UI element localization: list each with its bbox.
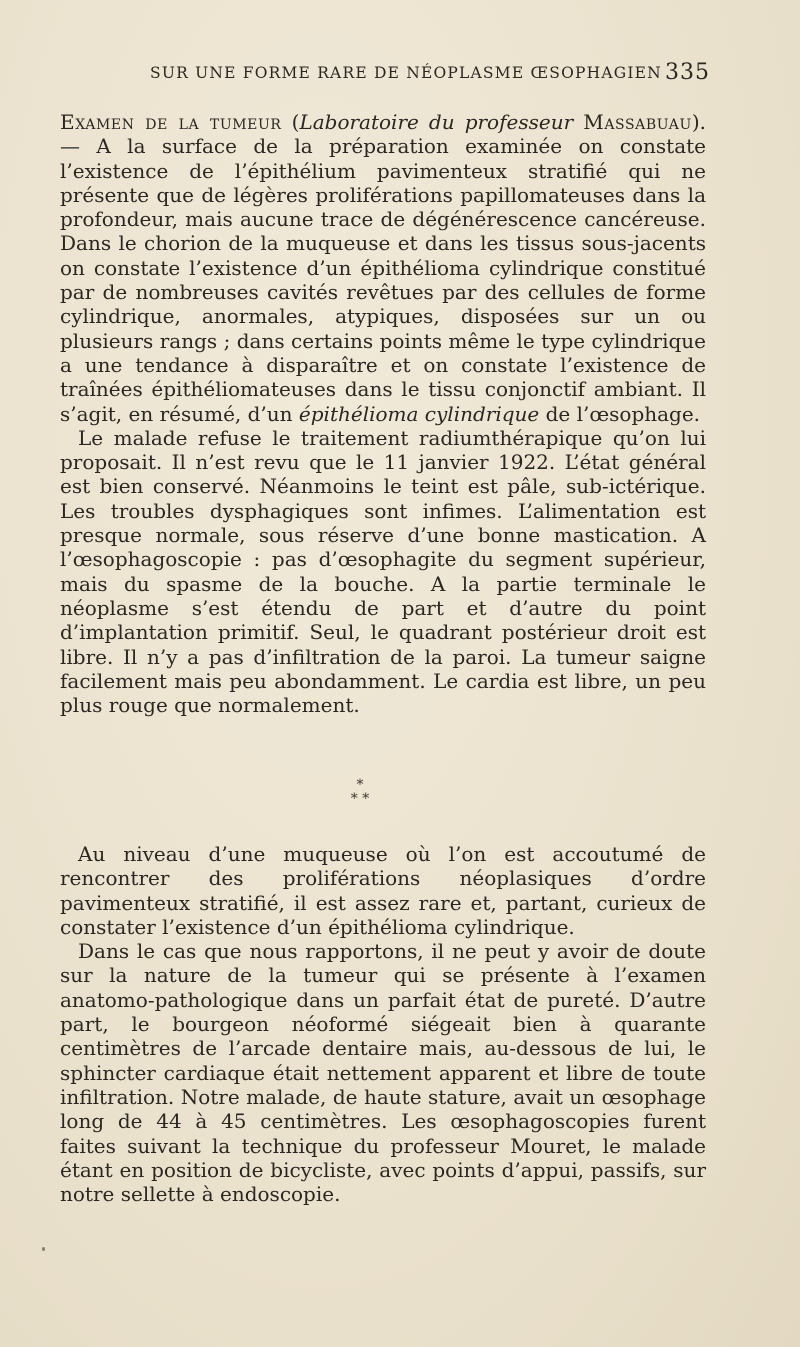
discussion-section [60, 842, 706, 1206]
examination-paragraph [60, 110, 706, 426]
section-separator [340, 778, 380, 806]
examination-text: — A la surface de la préparation examinée on constate l’existence de l’épithélium pavimenteux stratifié qui ne présente que de légères proliférations papillomateuses dans la profondeur, mais aucune trace de dégénérescence cancéreuse. Dans le chorion de la muqueuse et dans les tissus sous-jacents on constate l’existence d’un épithélioma cylindrique constitué par de nombreuses cavités revêtues par des cellules de forme cylindrique, anormales, atypiques, disposées sur un ou plusieurs rangs ; dans certains points même le type cylindrique a une tendance à disparaître et on constate l’existence de traînées épithéliomateuses dans le tissu conjonctif ambiant. Il s’agit, en résumé, d’un [60, 134, 706, 426]
page-header [150, 60, 710, 90]
asterism-bottom: * * [350, 791, 370, 807]
asterism-top: * [356, 777, 364, 793]
examination-text-end: de l’œsophage. [545, 401, 701, 426]
heading-paren-close: ). [691, 110, 707, 134]
professor-name: Massabuau [583, 110, 692, 134]
diagnosis-term: épithélioma cylindrique [298, 401, 540, 426]
tumor-examination-section [60, 110, 706, 717]
follow-up-paragraph: Le malade refuse le traitement radiumthérapique qu’on lui proposait. Il n’est revu que le 11 janvier 1922. L’état général est bien conservé. Néanmoins le teint est pâle, sub-ictérique. Les troubles dysphagiques sont infimes. L’alimentation est presque normale, sous réserve d’une bonne mastication. A l’œsophagoscopie : pas d’œsophagite du segment supérieur, mais du spasme de la bouche. A la partie terminale le néoplasme s’est étendu de part et d’autre du point d’implantation primitif. Seul, le quadrant postérieur droit est libre. Il n’y a pas d’infiltration de la paroi. La tumeur saigne facilement mais peu abondamment. Le cardia est libre, un peu plus rouge que normalement. [60, 425, 706, 718]
page-number: 335 [665, 60, 710, 85]
discussion-paragraph-1: Au niveau d’une muqueuse où l’on est accoutumé de rencontrer des proliférations néoplasiques d’ordre pavimenteux stratifié, il est assez rare et, partant, curieux de constater l’existence d’un épithélioma cylindrique. [60, 842, 706, 939]
section-heading: Examen de la tumeur [60, 110, 282, 134]
margin-speck [42, 1247, 45, 1251]
heading-paren-open: ( [291, 110, 300, 134]
laboratory-attribution: Laboratoire du professeur [299, 110, 574, 134]
discussion-paragraph-2: Dans le cas que nous rapportons, il ne peut y avoir de doute sur la nature de la tumeur qui se présente à l’examen anatomo-pathologique dans un parfait état de pureté. D’autre part, le bourgeon néoformé siégeait bien à quarante centimètres de l’arcade dentaire mais, au-dessous de lui, le sphincter cardiaque était nettement apparent et libre de toute infiltration. Notre malade, de haute stature, avait un œsophage long de 44 à 45 centimètres. Les œsophagoscopies furent faites suivant la technique du professeur Mouret, le malade étant en position de bicycliste, avec points d’appui, passifs, sur notre sellette à endoscopie. [60, 939, 706, 1207]
running-head: SUR UNE FORME RARE DE NÉOPLASME ŒSOPHAGIEN [150, 64, 662, 82]
